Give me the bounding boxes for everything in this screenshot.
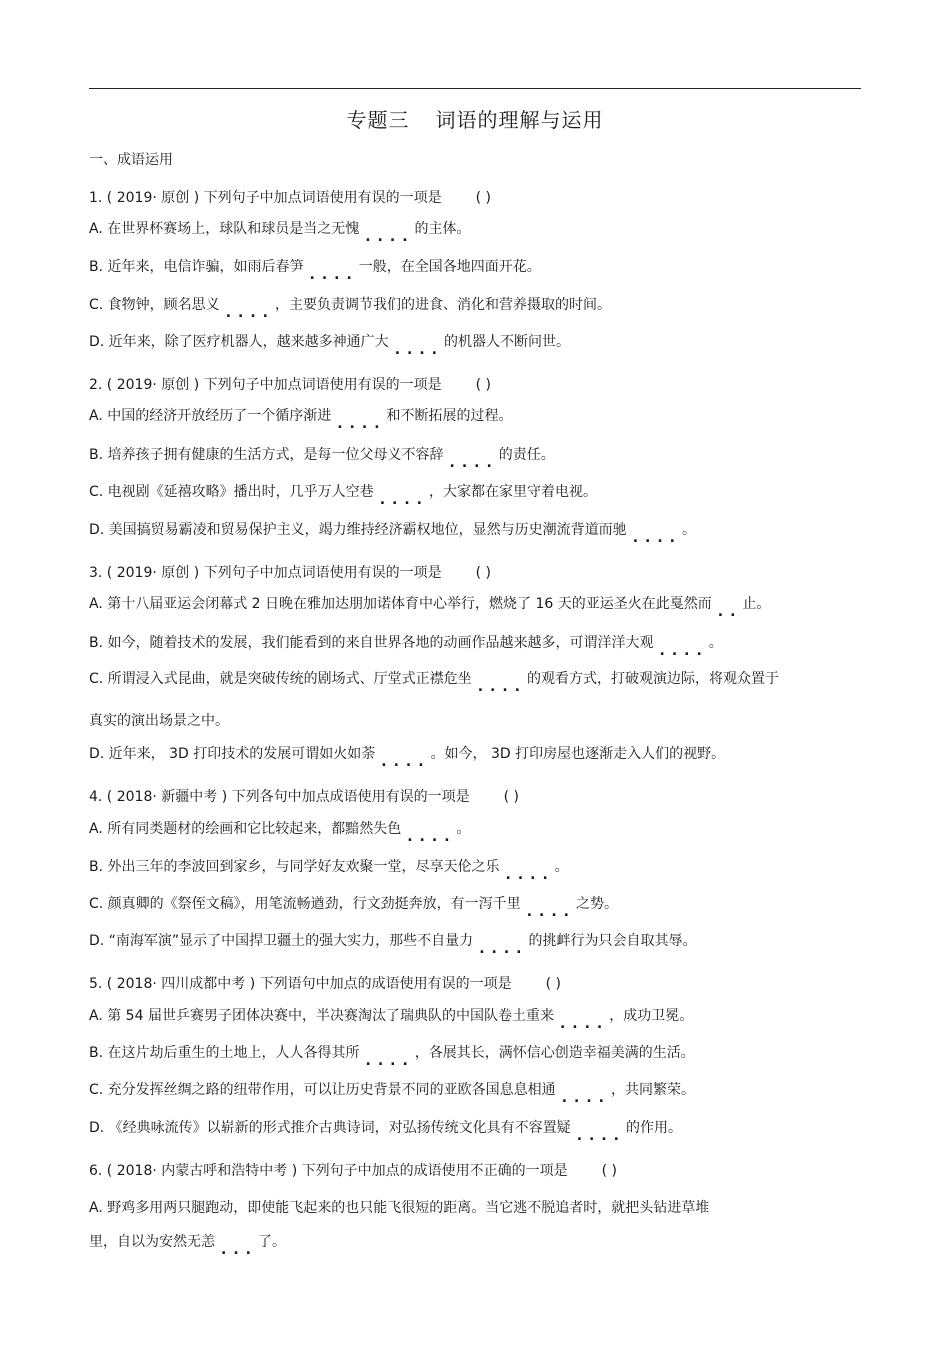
emphasis-dots: ....	[659, 643, 709, 659]
q4-option-c: C. 颜真卿的《祭侄文稿》，用笔流畅遒劲，行文劲挺奔放，有一泻千里 ....之势。	[89, 896, 618, 920]
q1-option-b: B. 近年来，电信诈骗，如雨后春笋 ....一般，在全国各地四面开花。	[89, 259, 541, 283]
q1-option-d: D. 近年来，除了医疗机器人，越来越多神通广大 ....的机器人不断问世。	[89, 334, 570, 358]
title-part2: 词语的理解与运用	[435, 108, 604, 132]
q5-option-d: D. 《经典咏流传》以崭新的形式推介古典诗词，对弘扬传统文化具有不容置疑 ....的作用。	[89, 1120, 682, 1144]
q6-option-a: A. 野鸡多用两只腿跑动，即使能飞起来的也只能飞很短的距离。当它逃不脱追者时，就把头钻进草堆	[89, 1200, 710, 1216]
answer-blank: ( )	[475, 190, 491, 206]
emphasis-dots: ....	[559, 1016, 610, 1032]
emphasis-dots: ....	[225, 305, 275, 321]
q5-option-c: C. 充分发挥丝绸之路的纽带作用，可以让历史背景不同的亚欧各国息息相通 ....，共同繁荣。	[89, 1082, 695, 1106]
page-title	[0, 104, 950, 133]
emphasis-dots: ....	[632, 530, 682, 546]
q2-option-c: C. 电视剧《延禧攻略》播出时，几乎万人空巷 ....，大家都在家里守着电视。	[89, 484, 597, 508]
q6-option-a-continued: 里，自以为安然无恙 ...了。	[89, 1234, 286, 1258]
emphasis-dots: ....	[561, 1090, 611, 1106]
question-6-stem: 6. ( 2018· 内蒙古呼和浩特中考 ) 下列句子中加点的成语使用不正确的一项是 ( )	[89, 1163, 617, 1179]
q3-option-a: A. 第十八届亚运会闭幕式 2 日晚在雅加达朋加诺体育中心举行，燃烧了 16 天的亚运圣火在此戛然而 ..止。	[89, 596, 771, 620]
title-part1: 专题三	[346, 108, 410, 132]
emphasis-dots: ....	[477, 679, 527, 695]
answer-blank: ( )	[475, 377, 491, 393]
q3-option-d: D. 近年来， 3D 打印技术的发展可谓如火如荼 ....。如今， 3D 打印房屋也逐渐走入人们的视野。	[89, 746, 726, 770]
q2-option-d: D. 美国搞贸易霸凌和贸易保护主义，竭力维持经济霸权地位，显然与历史潮流背道而驰 ....。	[89, 522, 696, 546]
emphasis-dots: ....	[407, 829, 457, 845]
answer-blank: ( )	[475, 565, 491, 581]
emphasis-dots: ....	[365, 1053, 415, 1069]
q2-option-a: A. 中国的经济开放经历了一个循序渐进 ....和不断拓展的过程。	[89, 408, 513, 432]
answer-blank: ( )	[545, 976, 561, 992]
emphasis-dots: ....	[449, 455, 499, 471]
q4-option-a: A. 所有同类题材的绘画和它比较起来，都黯然失色 ....。	[89, 821, 471, 845]
question-5-stem: 5. ( 2018· 四川成都中考 ) 下列语句中加点的成语使用有误的一项是 ( )	[89, 976, 561, 992]
emphasis-dots: ....	[365, 229, 415, 245]
emphasis-dots: ....	[309, 267, 359, 283]
question-2-stem: 2. ( 2019· 原创 ) 下列句子中加点词语使用有误的一项是 ( )	[89, 377, 491, 393]
q1-option-a: A. 在世界杯赛场上，球队和球员是当之无愧 ....的主体。	[89, 221, 471, 245]
q1-option-c: C. 食物钟，顾名思义 ....，主要负责调节我们的进食、消化和营养摄取的时间。	[89, 297, 611, 321]
emphasis-dots: ....	[379, 492, 429, 508]
q3-option-c: C. 所谓浸入式昆曲，就是突破传统的剧场式、厅堂式正襟危坐 ....的观看方式，打破观演边际，将观众置于	[89, 671, 779, 695]
section-heading: 一、成语运用	[89, 152, 173, 168]
q5-option-b: B. 在这片劫后重生的土地上，人人各得其所 ....，各展其长，满怀信心创造幸福美满的生活。	[89, 1045, 695, 1069]
emphasis-dots: ....	[394, 342, 444, 358]
emphasis-dots: ....	[505, 867, 555, 883]
answer-blank: ( )	[503, 789, 519, 805]
emphasis-dots: ....	[576, 1128, 626, 1144]
emphasis-dots: ...	[221, 1242, 258, 1258]
header-rule	[89, 88, 861, 89]
emphasis-dots: ....	[479, 941, 529, 957]
emphasis-dots: ....	[526, 904, 576, 920]
emphasis-dots: ....	[337, 416, 387, 432]
q3-option-c-continued: 真实的演出场景之中。	[89, 713, 229, 729]
q4-option-b: B. 外出三年的李波回到家乡，与同学好友欢聚一堂，尽享天伦之乐 ....。	[89, 859, 569, 883]
q4-option-d: D. “南海军演”显示了中国捍卫疆土的强大实力，那些不自量力 ....的挑衅行为只会自取其辱。	[89, 933, 697, 957]
emphasis-dots: ....	[381, 754, 431, 770]
question-4-stem: 4. ( 2018· 新疆中考 ) 下列各句中加点成语使用有误的一项是 ( )	[89, 789, 519, 805]
q5-option-a: A. 第 54 届世乒赛男子团体决赛中，半决赛淘汰了瑞典队的中国队卷土重来 ....，成功卫冕。	[89, 1008, 694, 1032]
answer-blank: ( )	[601, 1163, 617, 1179]
question-1-stem: 1. ( 2019· 原创 ) 下列句子中加点词语使用有误的一项是 ( )	[89, 190, 491, 206]
question-3-stem: 3. ( 2019· 原创 ) 下列句子中加点词语使用有误的一项是 ( )	[89, 565, 491, 581]
q3-option-b: B. 如今，随着技术的发展，我们能看到的来自世界各地的动画作品越来越多，可谓洋洋大观 ....。	[89, 635, 723, 659]
q2-option-b: B. 培养孩子拥有健康的生活方式，是每一位父母义不容辞 ....的责任。	[89, 447, 555, 471]
emphasis-dots: ..	[717, 604, 743, 620]
